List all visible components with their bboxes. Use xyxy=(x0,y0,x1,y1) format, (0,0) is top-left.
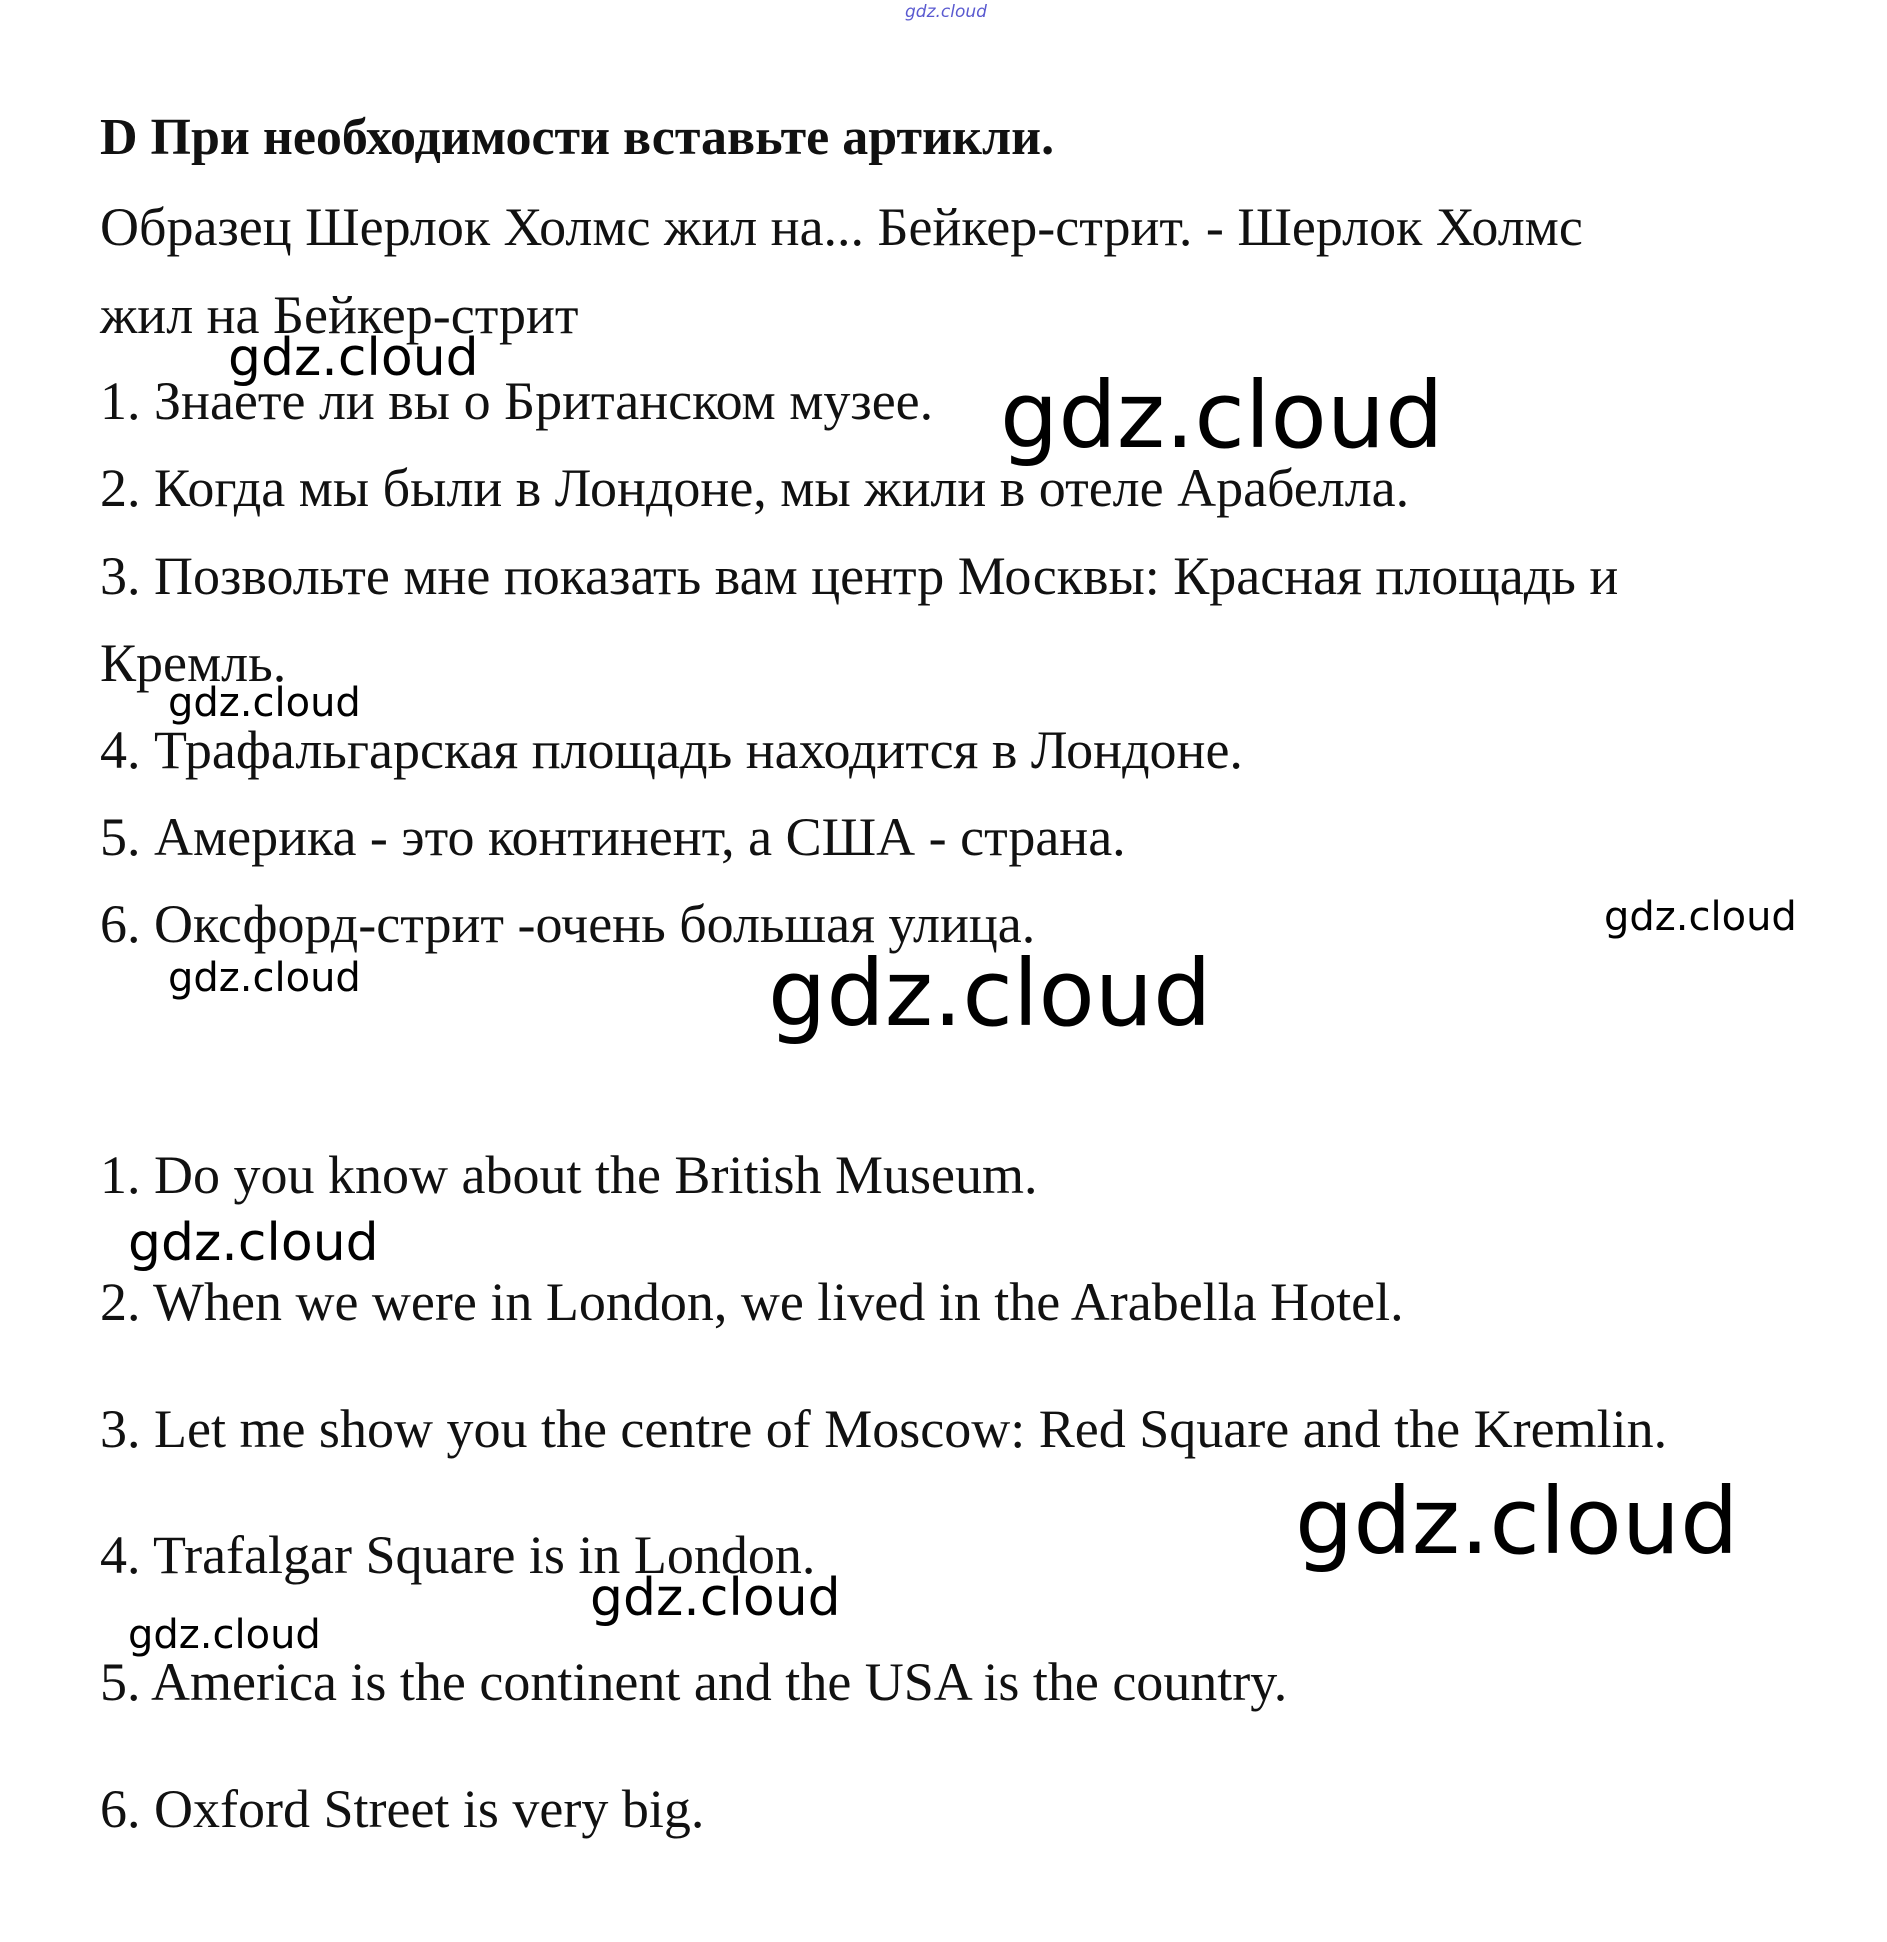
watermark: gdz.cloud xyxy=(128,1612,321,1658)
english-sentence-3: 3. Let me show you the centre of Moscow: Red Square and the Kremlin. xyxy=(100,1399,1668,1459)
watermark: gdz.cloud xyxy=(1295,1468,1739,1575)
english-sentence-1: 1. Do you know about the British Museum. xyxy=(100,1145,1038,1205)
english-sentence-6: 6. Oxford Street is very big. xyxy=(100,1779,705,1839)
russian-sentence-3-cont: Кремль. xyxy=(100,633,287,693)
russian-sentence-5: 5. Америка - это континент, а США - страна. xyxy=(100,807,1126,867)
watermark: gdz.cloud xyxy=(1000,362,1444,469)
watermark: gdz.cloud xyxy=(768,940,1212,1047)
russian-sentence-4: 4. Трафальгарская площадь находится в Лондоне. xyxy=(100,720,1243,780)
example-line-2: жил на Бейкер-стрит xyxy=(100,285,579,345)
watermark: gdz.cloud xyxy=(590,1568,841,1628)
watermark: gdz.cloud xyxy=(228,328,479,388)
watermark: gdz.cloud xyxy=(1604,894,1797,940)
russian-sentence-1: 1. Знаете ли вы о Британском музее. xyxy=(100,371,934,431)
watermark: gdz.cloud xyxy=(128,1213,379,1273)
watermark: gdz.cloud xyxy=(168,955,361,1001)
russian-sentence-2: 2. Когда мы были в Лондоне, мы жили в отеле Арабелла. xyxy=(100,458,1410,518)
english-sentence-4: 4. Trafalgar Square is in London. xyxy=(100,1525,816,1585)
example-line-1: Образец Шерлок Холмс жил на... Бейкер-стрит. - Шерлок Холмс xyxy=(100,197,1583,257)
exercise-heading: D При необходимости вставьте артикли. xyxy=(100,109,1055,166)
russian-sentence-6: 6. Оксфорд-стрит -очень большая улица. xyxy=(100,894,1036,954)
english-sentence-5: 5. America is the continent and the USA is the country. xyxy=(100,1652,1288,1712)
watermark: gdz.cloud xyxy=(168,680,361,726)
russian-sentence-3: 3. Позвольте мне показать вам центр Москвы: Красная площадь и xyxy=(100,546,1619,606)
watermark-top: gdz.cloud xyxy=(905,2,987,22)
english-sentence-2: 2. When we were in London, we lived in the Arabella Hotel. xyxy=(100,1272,1404,1332)
